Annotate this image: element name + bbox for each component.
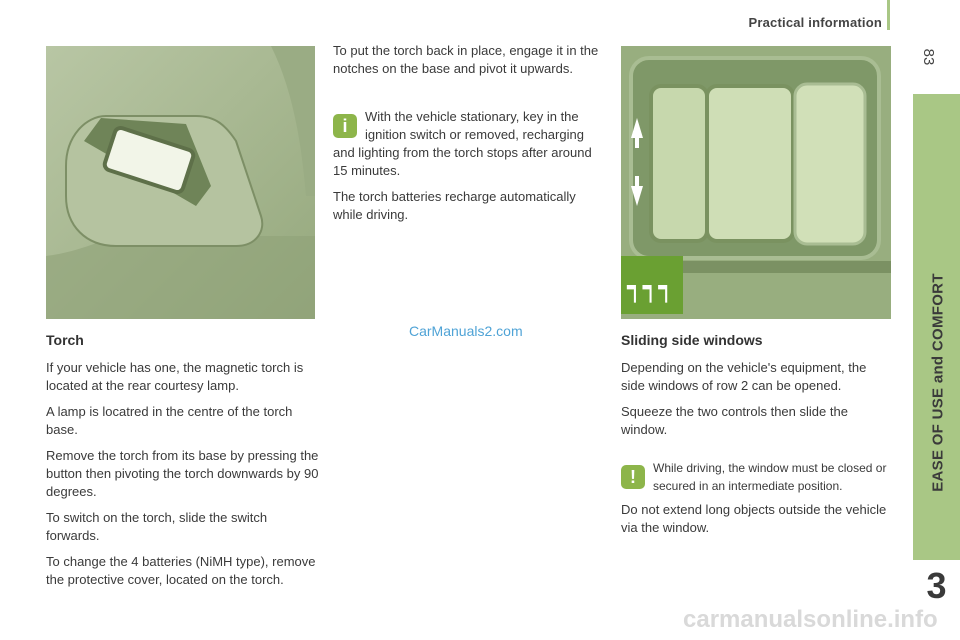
- torch-storage-intro: To put the torch back in place, engage it in the notches on the base and pivot it upwards.: [333, 43, 599, 76]
- torch-paragraph: To switch on the torch, slide the switch forwards.: [46, 510, 268, 543]
- sliding-windows-paragraph: Depending on the vehicle's equipment, the side windows of row 2 can be opened.: [621, 360, 867, 393]
- sliding-windows-section: [621, 331, 891, 545]
- torch-storage-section: [333, 42, 599, 232]
- chapter-tab-label: EASE OF USE and COMFORT: [929, 273, 947, 492]
- warning-note-text: While driving, the window must be closed or secured in an intermediate position.: [653, 461, 887, 493]
- torch-section-title: Torch: [46, 332, 84, 348]
- sliding-windows-title: Sliding side windows: [621, 332, 763, 348]
- watermark-carmanuals2: CarManuals2.com: [409, 323, 523, 339]
- torch-illustration: [46, 46, 315, 319]
- watermark-carmanualsonline: carmanualsonline.info: [683, 606, 938, 633]
- page-number: 83: [920, 48, 937, 66]
- torch-paragraph: To change the 4 batteries (NiMH type), remove the protective cover, located on the torch.: [46, 554, 316, 587]
- warning-icon: !: [621, 465, 645, 489]
- chapter-side-tab: [913, 94, 960, 560]
- torch-paragraph: A lamp is locatred in the centre of the torch base.: [46, 404, 293, 437]
- info-icon: i: [333, 114, 357, 138]
- torch-paragraph: Remove the torch from its base by pressing the button then pivoting the torch downwards by 90 degrees.: [46, 448, 319, 499]
- warning-note: [621, 459, 891, 495]
- sliding-windows-final-note: Do not extend long objects outside the vehicle via the window.: [621, 502, 887, 535]
- info-note-text: With the vehicle stationary, key in the ignition switch or removed, recharging and lighting from the torch stops after around 15 minutes.: [333, 109, 592, 178]
- sliding-window-graphic: [621, 46, 891, 319]
- torch-illustration-graphic: [46, 46, 315, 319]
- svg-text:┑┑┑: ┑┑┑: [627, 273, 674, 303]
- info-note: [333, 108, 599, 180]
- torch-section: [46, 331, 320, 597]
- page-header-title: Practical information: [748, 15, 882, 30]
- torch-recharge-note: The torch batteries recharge automatically while driving.: [333, 189, 576, 222]
- header-accent-bar: [887, 0, 890, 30]
- chapter-number: 3: [926, 565, 947, 606]
- sliding-windows-paragraph: Squeeze the two controls then slide the window.: [621, 404, 848, 437]
- sliding-window-illustration: [621, 46, 891, 319]
- torch-paragraph: If your vehicle has one, the magnetic torch is located at the rear courtesy lamp.: [46, 360, 304, 393]
